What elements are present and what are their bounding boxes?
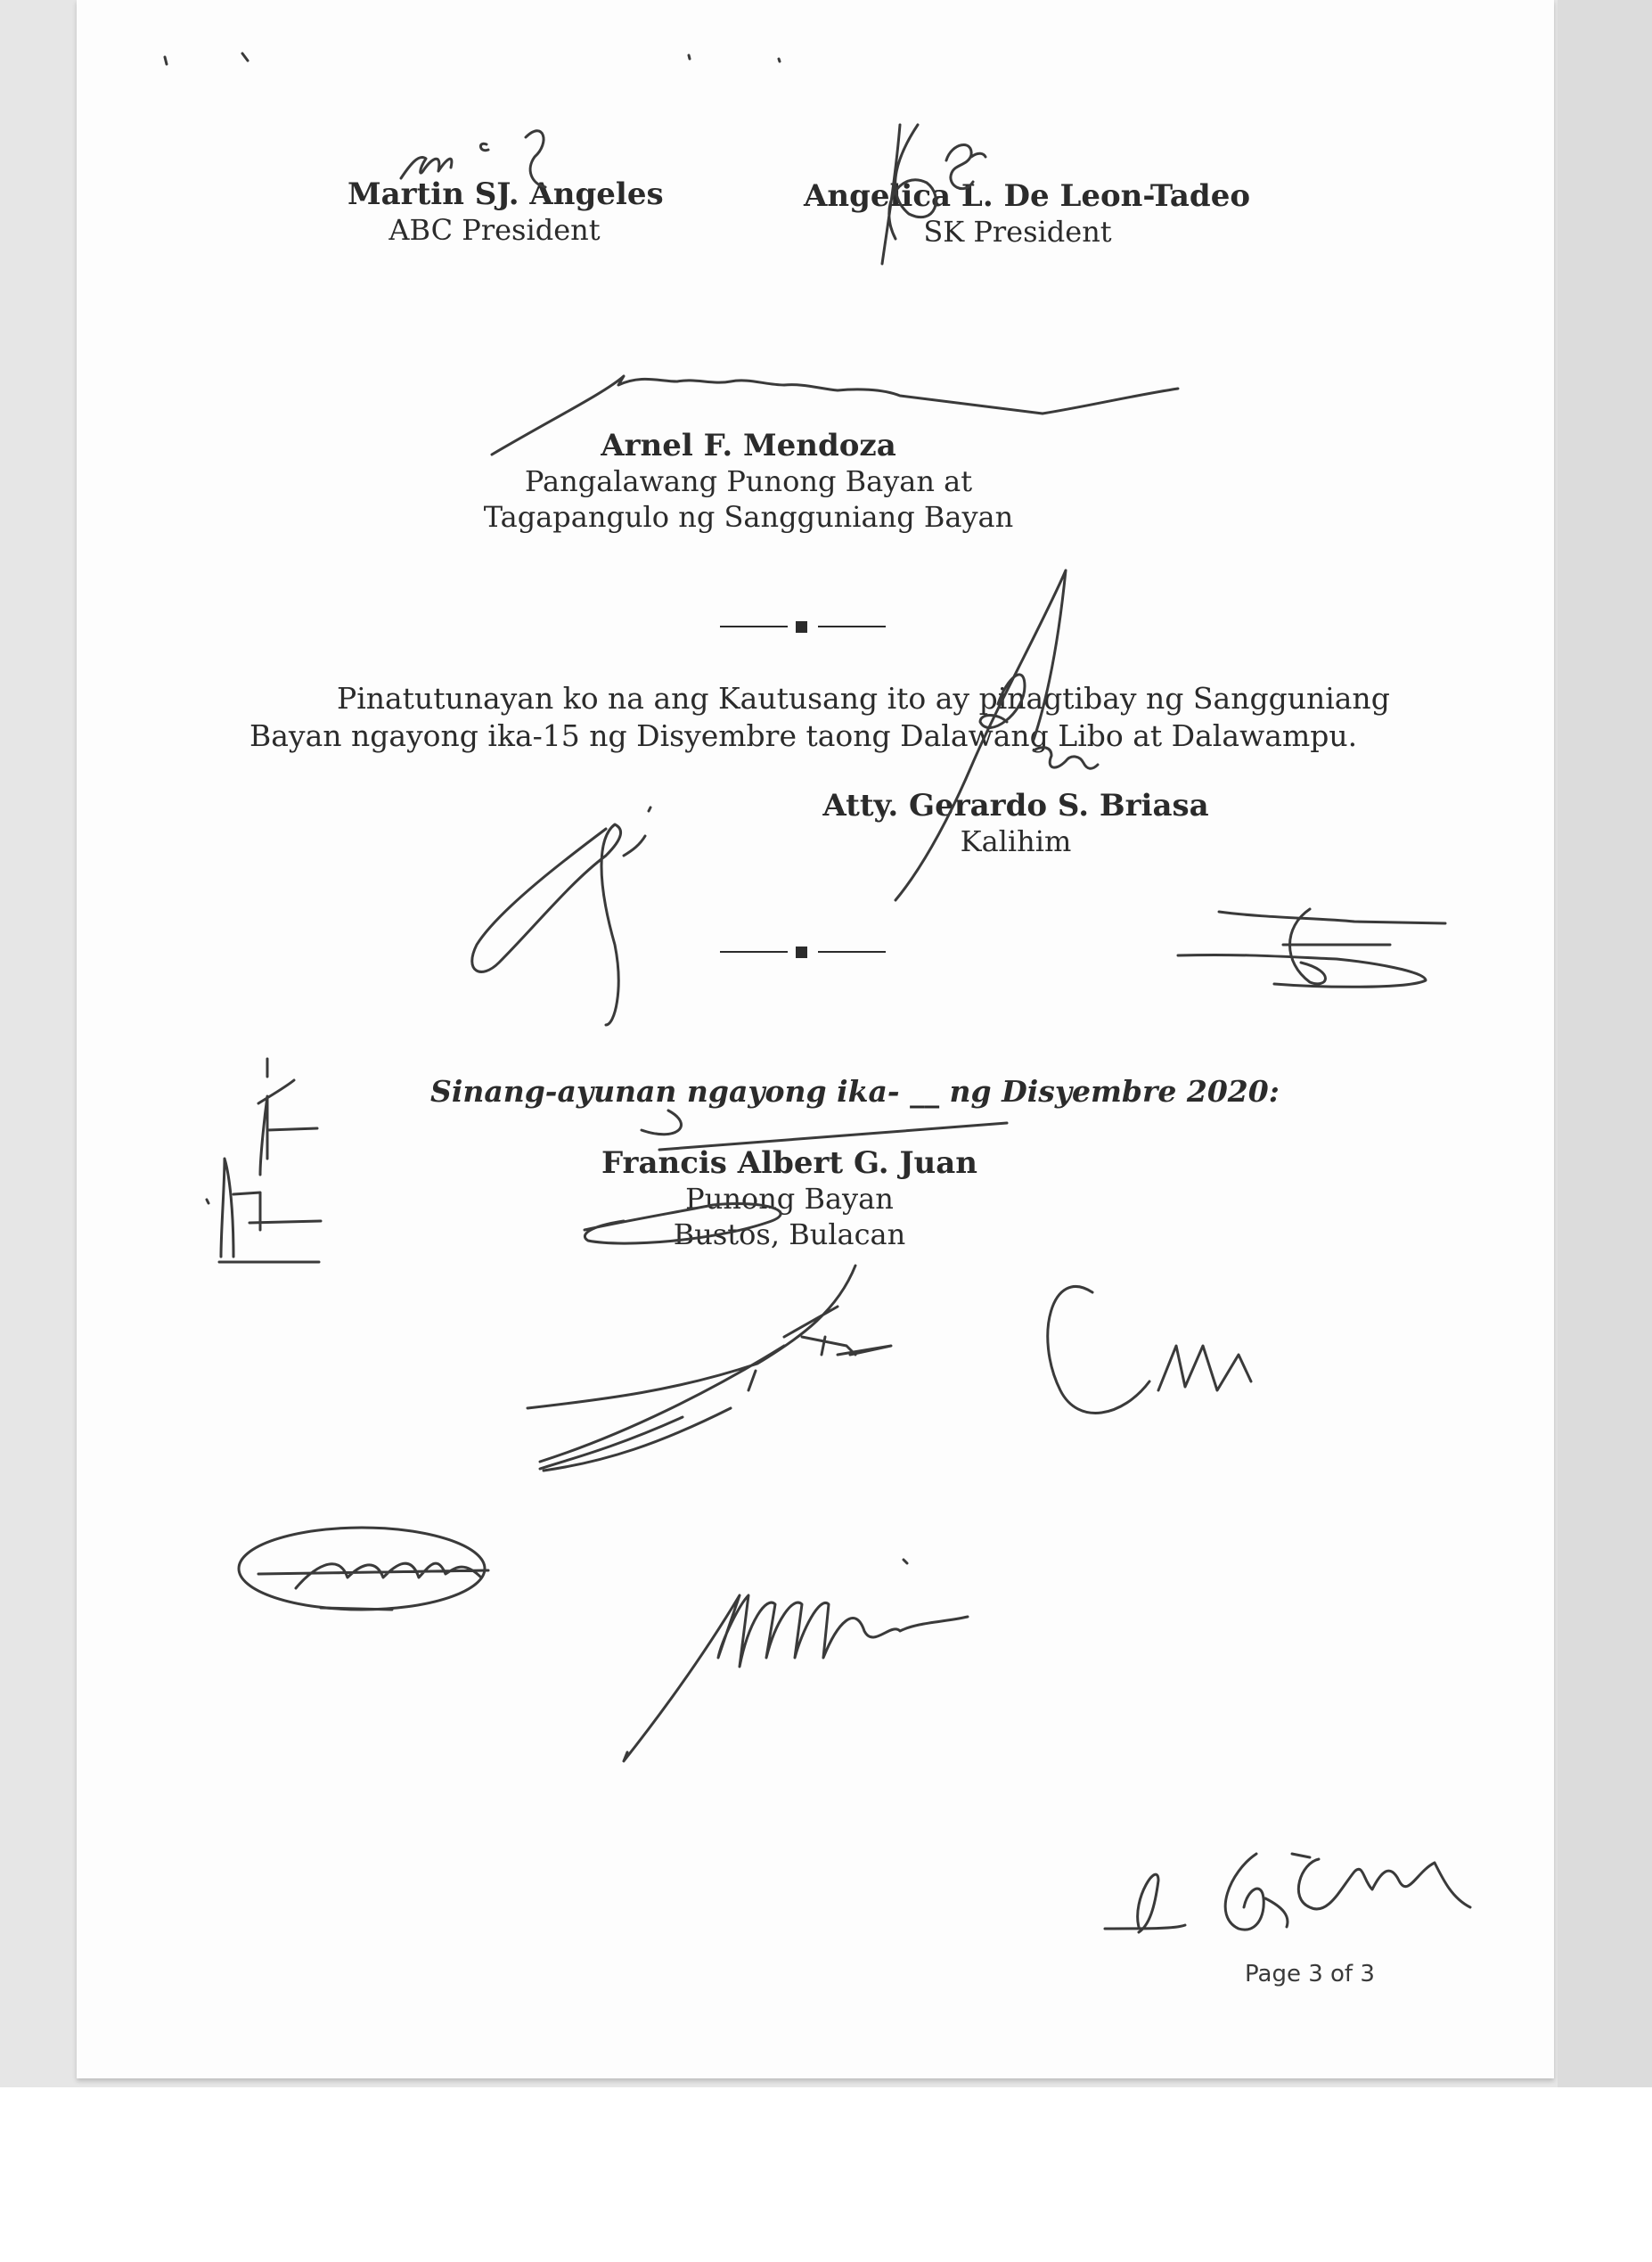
mayor-title: Punong Bayan: [685, 1182, 894, 1216]
secretary-title: Kalihim: [960, 824, 1072, 858]
vice-mayor-title-line1: Pangalawang Punong Bayan at: [524, 464, 973, 498]
sk-president-name: Angelica L. De Leon-Tadeo: [804, 178, 1251, 214]
section-separator: [720, 943, 886, 961]
abc-president-name: Martin SJ. Angeles: [348, 176, 664, 212]
page-number: Page 3 of 3: [1245, 1961, 1375, 1987]
secretary-block: [811, 788, 1221, 859]
abc-president-block: [348, 176, 664, 248]
sk-president-title: SK President: [923, 215, 1112, 249]
document-page: [77, 0, 1554, 2078]
secretary-name: Atty. Gerardo S. Briasa: [822, 788, 1209, 824]
certification-line2: Bayan ngayong ika-15 ng Disyembre taong Dalawang Libo at Dalawampu.: [249, 718, 1358, 753]
mayor-location: Bustos, Bulacan: [673, 1217, 906, 1251]
approval-statement: Sinang-ayunan ngayong ika- __ ng Disyembre 2020:: [430, 1074, 1280, 1109]
mayor-name: Francis Albert G. Juan: [601, 1145, 977, 1181]
mayor-block: [593, 1145, 985, 1252]
vice-mayor-name: Arnel F. Mendoza: [601, 428, 896, 463]
vice-mayor-title-line2: Tagapangulo ng Sangguniang Bayan: [483, 500, 1014, 534]
scan-edge: [1558, 0, 1652, 2087]
sk-president-block: [804, 178, 1251, 250]
certification-line1: Pinatutunayan ko na ang Kautusang ito ay pinagtibay ng Sangguniang: [337, 681, 1390, 716]
section-separator: [720, 618, 886, 635]
vice-mayor-block: [463, 428, 1034, 535]
abc-president-title: ABC President: [388, 213, 601, 247]
